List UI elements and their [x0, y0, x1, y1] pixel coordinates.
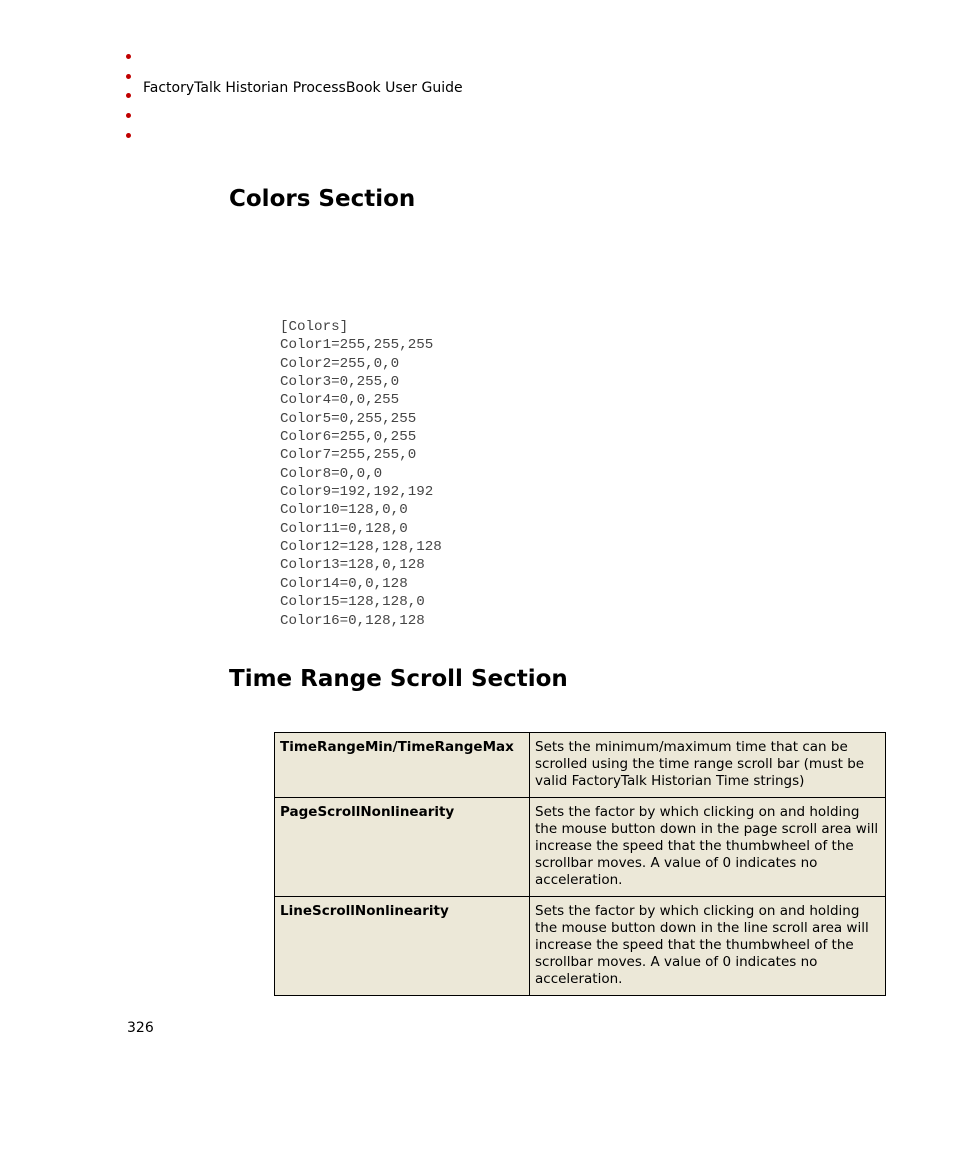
time-range-section-heading: Time Range Scroll Section	[229, 666, 568, 692]
code-line: Color11=0,128,0	[280, 520, 408, 537]
time-range-settings-table	[274, 732, 886, 996]
code-line: Color1=255,255,255	[280, 337, 434, 354]
code-line: [Colors]	[280, 319, 349, 335]
code-line: Color14=0,0,128	[280, 575, 408, 592]
code-line: Color2=255,0,0	[280, 355, 400, 372]
setting-description: Sets the factor by which clicking on and holding the mouse button down in the line scroll area will increase the speed that the thumbwheel of the scrollbar moves. A value of 0 indicates no acceleration.	[530, 897, 886, 996]
setting-description: Sets the minimum/maximum time that can be scrolled using the time range scroll bar (must be valid FactoryTalk Historian Time strings)	[530, 733, 886, 798]
code-line: Color12=128,128,128	[280, 539, 442, 556]
code-line: Color8=0,0,0	[280, 465, 383, 482]
code-line: Color4=0,0,255	[280, 392, 400, 409]
setting-description: Sets the factor by which clicking on and holding the mouse button down in the page scroll area will increase the speed that the thumbwheel of the scrollbar moves. A value of 0 indicates no acceleration.	[530, 798, 886, 897]
code-line: Color9=192,192,192	[280, 484, 434, 501]
code-line: Color3=0,255,0	[280, 374, 400, 391]
bullet-icon	[126, 74, 131, 79]
colors-code-block	[280, 318, 442, 630]
code-line: Color10=128,0,0	[280, 502, 408, 519]
bullet-icon	[126, 133, 131, 138]
code-line: Color5=0,255,255	[280, 410, 417, 427]
code-line: Color6=255,0,255	[280, 429, 417, 446]
code-line: Color7=255,255,0	[280, 447, 417, 464]
bullet-icon	[126, 93, 131, 98]
document-header-title: FactoryTalk Historian ProcessBook User Guide	[143, 80, 463, 96]
bullet-icon	[126, 54, 131, 59]
setting-key: TimeRangeMin/TimeRangeMax	[275, 733, 530, 798]
table-row	[275, 897, 886, 996]
code-line: Color13=128,0,128	[280, 557, 425, 574]
table-row	[275, 733, 886, 798]
code-line: Color16=0,128,128	[280, 612, 425, 629]
table-row	[275, 798, 886, 897]
page-number: 326	[127, 1020, 154, 1036]
setting-key: LineScrollNonlinearity	[275, 897, 530, 996]
bullet-icon	[126, 113, 131, 118]
setting-key: PageScrollNonlinearity	[275, 798, 530, 897]
code-line: Color15=128,128,0	[280, 594, 425, 611]
colors-section-heading: Colors Section	[229, 186, 416, 212]
